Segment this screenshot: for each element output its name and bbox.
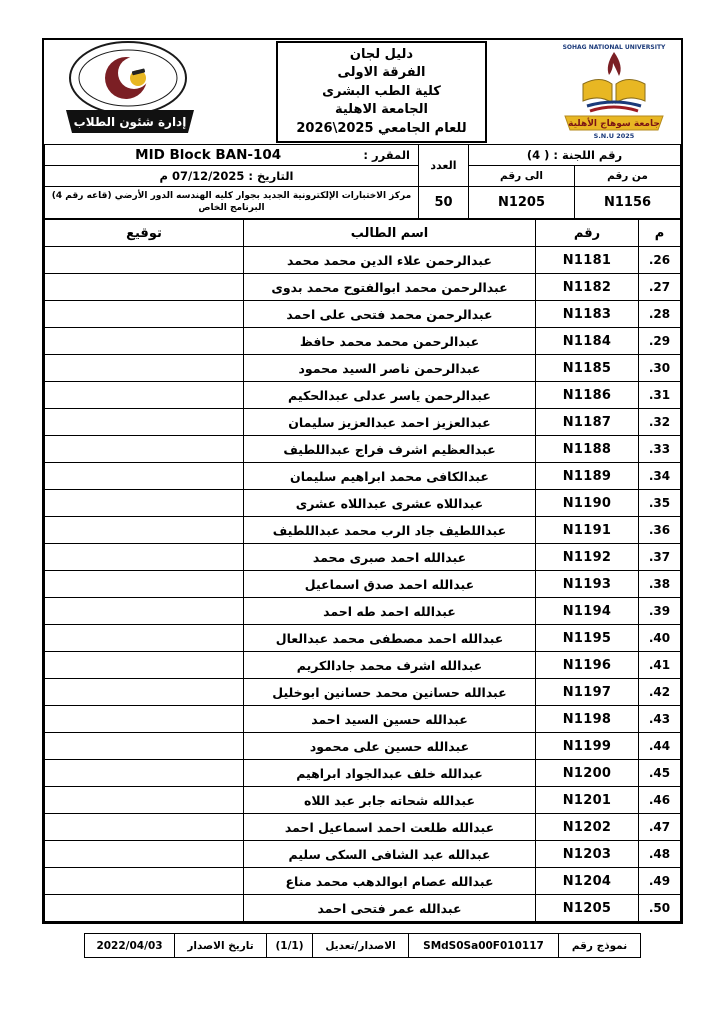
row-index: 32.: [639, 409, 681, 436]
student-row: [45, 787, 681, 814]
student-row: [45, 814, 681, 841]
row-id: N1181: [536, 247, 639, 274]
row-signature: [45, 517, 244, 544]
row-index: 43.: [639, 706, 681, 733]
student-affairs-caption: إدارة شئون الطلاب: [73, 115, 187, 129]
row-index: 29.: [639, 328, 681, 355]
row-signature: [45, 247, 244, 274]
row-signature: [45, 544, 244, 571]
row-name: عبدالله شحاته جابر عبد اللاه: [244, 787, 536, 814]
row-signature: [45, 706, 244, 733]
row-name: عبدالرحمن محمد فتحى على احمد: [244, 301, 536, 328]
row-name: عبدالله احمد طه احمد: [244, 598, 536, 625]
student-row: [45, 463, 681, 490]
row-id: N1203: [536, 841, 639, 868]
row-name: عبدالرحمن ناصر السيد محمود: [244, 355, 536, 382]
row-id: N1192: [536, 544, 639, 571]
row-name: عبدالله حسين على محمود: [244, 733, 536, 760]
student-affairs-logo: [54, 40, 206, 144]
row-index: 31.: [639, 382, 681, 409]
row-signature: [45, 436, 244, 463]
exam-info-table: [44, 144, 681, 219]
row-index: 46.: [639, 787, 681, 814]
row-signature: [45, 463, 244, 490]
student-row: [45, 544, 681, 571]
col-header-signature: توقيع: [45, 220, 244, 247]
row-id: N1190: [536, 490, 639, 517]
student-row: [45, 679, 681, 706]
row-signature: [45, 868, 244, 895]
student-row: [45, 247, 681, 274]
row-index: 26.: [639, 247, 681, 274]
student-affairs-emblem-icon: [54, 40, 206, 140]
university-emblem-icon: [557, 40, 671, 140]
row-name: عبدالله عمر فتحى احمد: [244, 895, 536, 922]
student-row: [45, 868, 681, 895]
document-page: [42, 38, 683, 958]
student-row: [45, 571, 681, 598]
col-header-index: م: [639, 220, 681, 247]
students-tbody: [45, 247, 681, 922]
row-signature: [45, 382, 244, 409]
title-line-3: كلية الطب البشرى: [322, 83, 441, 99]
row-index: 37.: [639, 544, 681, 571]
form-number-label: نموذج رقم: [559, 934, 641, 958]
row-id: N1183: [536, 301, 639, 328]
from-number-label: من رقم: [575, 166, 681, 187]
student-row: [45, 382, 681, 409]
from-number-value: N1156: [575, 187, 681, 219]
row-id: N1200: [536, 760, 639, 787]
row-name: عبداللاه عشرى عبداللاه عشرى: [244, 490, 536, 517]
row-index: 33.: [639, 436, 681, 463]
row-signature: [45, 652, 244, 679]
university-logo: [557, 40, 671, 144]
row-index: 47.: [639, 814, 681, 841]
students-table: [44, 219, 681, 922]
course-value: MID Block BAN-104: [135, 147, 282, 163]
row-name: عبدالله حسين السيد احمد: [244, 706, 536, 733]
student-row: [45, 490, 681, 517]
row-name: عبدالله احمد صدق اسماعيل: [244, 571, 536, 598]
row-name: عبدالله اشرف محمد جادالكريم: [244, 652, 536, 679]
book-red-stripe: [590, 107, 638, 111]
student-row: [45, 274, 681, 301]
footer-row: [85, 934, 641, 958]
count-value: 50: [418, 187, 468, 219]
row-signature: [45, 490, 244, 517]
row-id: N1189: [536, 463, 639, 490]
row-signature: [45, 571, 244, 598]
row-name: عبدالله حسانين محمد حسانين ابوخليل: [244, 679, 536, 706]
row-signature: [45, 598, 244, 625]
row-index: 40.: [639, 625, 681, 652]
row-index: 41.: [639, 652, 681, 679]
revision-value: (1/1): [267, 934, 313, 958]
student-row: [45, 706, 681, 733]
row-signature: [45, 679, 244, 706]
row-name: عبدالله احمد صبرى محمد: [244, 544, 536, 571]
row-name: عبدالله احمد مصطفى محمد عبدالعال: [244, 625, 536, 652]
document-frame: [42, 38, 683, 924]
form-number-value: SMdS0Sa00F010117: [409, 934, 559, 958]
student-row: [45, 652, 681, 679]
student-row: [45, 409, 681, 436]
row-id: N1197: [536, 679, 639, 706]
row-name: عبدالله خلف عبدالجواد ابراهيم: [244, 760, 536, 787]
row-name: عبدالعزيز احمد عبدالعزيز سليمان: [244, 409, 536, 436]
document-header: [44, 40, 681, 144]
row-signature: [45, 409, 244, 436]
row-signature: [45, 841, 244, 868]
row-name: عبدالرحمن علاء الدين محمد محمد: [244, 247, 536, 274]
row-name: عبدالله طلعت احمد اسماعيل احمد: [244, 814, 536, 841]
row-id: N1193: [536, 571, 639, 598]
row-name: عبداللطيف جاد الرب محمد عبداللطيف: [244, 517, 536, 544]
row-signature: [45, 625, 244, 652]
open-book-right-icon: [616, 80, 645, 104]
course-cell: [45, 145, 419, 166]
university-arc-text: SOHAG NATIONAL UNIVERSITY: [562, 44, 666, 51]
row-name: عبدالرحمن محمد محمد حافظ: [244, 328, 536, 355]
row-signature: [45, 787, 244, 814]
issue-date-label: تاريخ الاصدار: [175, 934, 267, 958]
row-index: 38.: [639, 571, 681, 598]
row-index: 39.: [639, 598, 681, 625]
row-index: 45.: [639, 760, 681, 787]
row-name: عبدالرحمن محمد ابوالفتوح محمد بدوى: [244, 274, 536, 301]
to-number-value: N1205: [468, 187, 574, 219]
course-label: المقرر :: [363, 148, 410, 162]
student-row: [45, 301, 681, 328]
row-name: عبدالله عصام ابوالدهب محمد مناع: [244, 868, 536, 895]
revision-label: الاصدار/تعديل: [313, 934, 409, 958]
student-row: [45, 436, 681, 463]
student-row: [45, 328, 681, 355]
title-box: [276, 41, 486, 143]
row-signature: [45, 760, 244, 787]
row-id: N1202: [536, 814, 639, 841]
row-id: N1185: [536, 355, 639, 382]
row-id: N1182: [536, 274, 639, 301]
row-index: 28.: [639, 301, 681, 328]
title-line-5: للعام الجامعي 2025\2026: [296, 120, 467, 136]
row-id: N1198: [536, 706, 639, 733]
row-id: N1191: [536, 517, 639, 544]
row-signature: [45, 301, 244, 328]
row-id: N1188: [536, 436, 639, 463]
university-ribbon-text: جامعة سوهاج الأهلية: [568, 119, 660, 129]
row-id: N1201: [536, 787, 639, 814]
row-index: 50.: [639, 895, 681, 922]
exam-location: مركز الاختبارات الإلكترونية الجديد بجوار كليه الهندسه الدور الأرضي (قاعه رقم 4) البرنامج الخاص: [45, 187, 419, 219]
row-signature: [45, 733, 244, 760]
row-id: N1199: [536, 733, 639, 760]
to-number-label: الى رقم: [468, 166, 574, 187]
row-index: 48.: [639, 841, 681, 868]
row-index: 30.: [639, 355, 681, 382]
row-id: N1184: [536, 328, 639, 355]
exam-date: التاريخ : 07/12/2025 م: [45, 166, 419, 187]
count-label: العدد: [418, 145, 468, 187]
row-name: عبدالرحمن ياسر عدلى عبدالحكيم: [244, 382, 536, 409]
student-row: [45, 625, 681, 652]
row-id: N1194: [536, 598, 639, 625]
book-blue-stripe: [587, 102, 641, 106]
row-index: 49.: [639, 868, 681, 895]
student-row: [45, 598, 681, 625]
open-book-left-icon: [583, 80, 612, 104]
student-row: [45, 517, 681, 544]
row-id: N1187: [536, 409, 639, 436]
student-row: [45, 733, 681, 760]
title-line-2: الفرقة الاولى: [337, 65, 426, 81]
students-header-row: [45, 220, 681, 247]
title-line-1: دليل لجان: [349, 46, 414, 62]
committee-number: رقم اللجنة : ( 4): [468, 145, 680, 166]
row-id: N1205: [536, 895, 639, 922]
row-signature: [45, 328, 244, 355]
col-header-name: اسم الطالب: [244, 220, 536, 247]
row-index: 27.: [639, 274, 681, 301]
row-signature: [45, 895, 244, 922]
row-name: عبدالله عبد الشافى السكى سليم: [244, 841, 536, 868]
issue-date-value: 2022/04/03: [85, 934, 175, 958]
university-year-text: S.N.U 2025: [593, 132, 635, 140]
title-line-4: الجامعة الاهلية: [334, 102, 429, 118]
row-id: N1196: [536, 652, 639, 679]
row-signature: [45, 814, 244, 841]
row-index: 34.: [639, 463, 681, 490]
row-index: 44.: [639, 733, 681, 760]
col-header-id: رقم: [536, 220, 639, 247]
row-index: 36.: [639, 517, 681, 544]
row-name: عبدالعظيم اشرف فراج عبداللطيف: [244, 436, 536, 463]
document-footer: [84, 933, 641, 958]
row-signature: [45, 274, 244, 301]
row-name: عبدالكافى محمد ابراهيم سليمان: [244, 463, 536, 490]
student-row: [45, 841, 681, 868]
row-id: N1195: [536, 625, 639, 652]
row-signature: [45, 355, 244, 382]
row-id: N1186: [536, 382, 639, 409]
student-row: [45, 895, 681, 922]
flame-icon: [608, 52, 621, 76]
row-id: N1204: [536, 868, 639, 895]
student-row: [45, 355, 681, 382]
row-index: 42.: [639, 679, 681, 706]
student-row: [45, 760, 681, 787]
row-index: 35.: [639, 490, 681, 517]
